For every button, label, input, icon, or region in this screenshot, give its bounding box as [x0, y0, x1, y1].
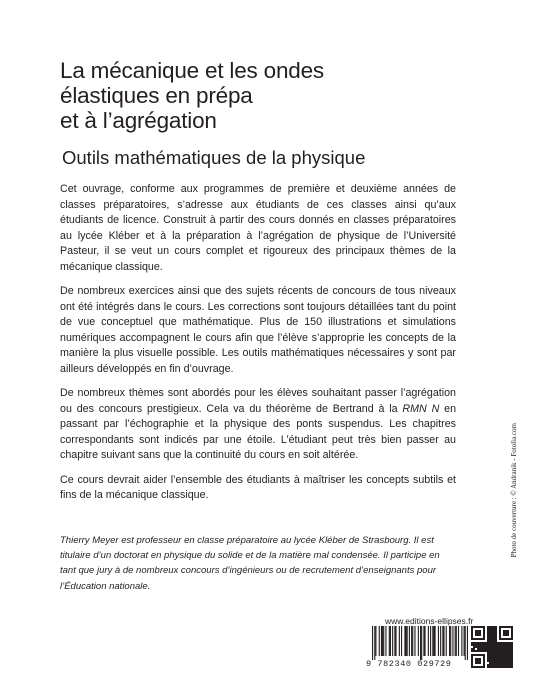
- publisher-website: www.editions-ellipses.fr: [385, 616, 474, 626]
- qr-code-icon: [471, 626, 513, 668]
- paragraph-exercises: De nombreux exercices ainsi que des sujets récents de concours de tous niveaux ont été intégrés dans le cours. Les corrections sont toujours détaillées tant du point de vue conceptuel que mathématique. Plus de 150 illustrations et simulations numériques accompagnent le cours afin que l’élève s’approprie les concepts de la manière la plus visuelle possible. Les outils mathématiques nécessaires y sont par ailleurs développés en fin d’ouvrage.: [60, 285, 456, 375]
- paragraph-topics-italic: RMN N: [402, 402, 440, 415]
- description: [60, 182, 456, 513]
- title-line-1: La mécanique et les ondes: [60, 58, 324, 83]
- paragraph-topics-part-1: De nombreux thèmes sont abordés pour les élèves souhaitant passer l’agrégation ou des concours prestigieux. Cela va du théorème de Bertrand à la: [60, 387, 456, 415]
- paragraph-topics-part-2: en passant par l’échographie et la physique des ponts suspendus. Les chapitres correspondants sont indicés par une étoile. L’étudiant peut très bien passer au chapitre suivant sans que la continuité du cours en soit altérée.: [60, 402, 457, 461]
- paragraph-topics: [60, 386, 456, 464]
- title-line-3: et à l’agrégation: [60, 108, 217, 133]
- book-title: [60, 58, 480, 133]
- photo-credit: Photo de couverture : © Andranik - Fotolia.com: [510, 423, 518, 558]
- author-bio: Thierry Meyer est professeur en classe préparatoire au lycée Kléber de Strasbourg. Il est titulaire d’un doctorat en physique du solide et de la matière mal condensée. Il participe en tant que jury à de nombreux concours d’ingénieurs ou de recrutement d’enseignants pour l’Éducation nationale.: [60, 535, 440, 592]
- paragraph-intro: Cet ouvrage, conforme aux programmes de première et deuxième années de classes préparatoires, s’adresse aux étudiants de ces classes ainsi qu’aux étudiants de licence. Construit à partir des cours donnés en classes préparatoires au lycée Kléber et à la préparation à l’agrégation de physique de l’Université Pasteur, il se veut un cours complet et rigoureux des principaux thèmes de la mécanique classique.: [60, 183, 456, 273]
- book-subtitle: Outils mathématiques de la physique: [62, 147, 366, 168]
- title-line-2: élastiques en prépa: [60, 83, 253, 108]
- paragraph-conclusion: Ce cours devrait aider l’ensemble des étudiants à maîtriser les concepts subtils et fins de la mécanique classique.: [60, 473, 456, 501]
- barcode-number: 9 782340 029729: [366, 659, 452, 669]
